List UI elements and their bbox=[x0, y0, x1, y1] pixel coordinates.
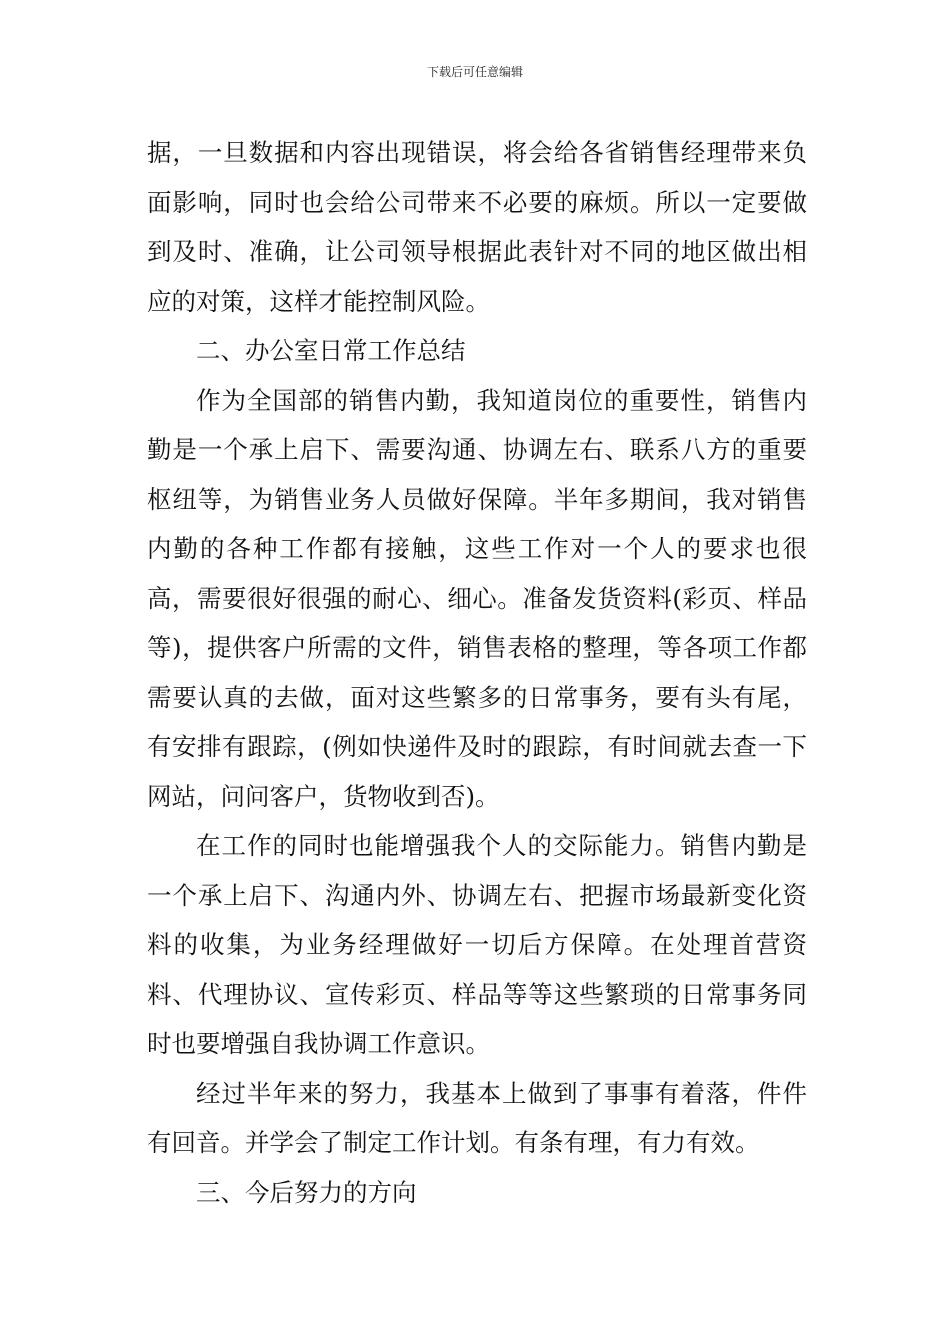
page-header: 下载后可任意编辑 bbox=[426, 65, 523, 79]
section-heading-future-direction: 三、今后努力的方向 bbox=[196, 1177, 417, 1207]
document-body bbox=[147, 128, 807, 1217]
paragraph-communication-skills: 在工作的同时也能增强我个人的交际能力。销售内勤是一个承上启下、沟通内外、协调左右、把握市场最新变化资料的收集，为业务经理做好一切后方保障。在处理首营资料、代理协议、宣传彩页、样品等等这些繁琐的日常事务同时也要增强自我协调工作意识。 bbox=[147, 831, 807, 1058]
paragraph-half-year-effort: 经过半年来的努力，我基本上做到了事事有着落，件件有回音。并学会了制定工作计划。有条有理，有力有效。 bbox=[147, 1078, 807, 1157]
section-heading-office-work: 二、办公室日常工作总结 bbox=[196, 336, 466, 365]
paragraph-continuation: 据，一旦数据和内容出现错误，将会给各省销售经理带来负面影响，同时也会给公司带来不必要的麻烦。所以一定要做到及时、准确，让公司领导根据此表针对不同的地区做出相应的对策，这样才能控制风险。 bbox=[147, 138, 807, 316]
paragraph-sales-assistant-role: 作为全国部的销售内勤，我知道岗位的重要性，销售内勤是一个承上启下、需要沟通、协调左右、联系八方的重要枢纽等，为销售业务人员做好保障。半年多期间，我对销售内勤的各种工作都有接触，这些工作对一个人的要求也很高，需要很好很强的耐心、细心。准备发货资料(彩页、样品等)，提供客户所需的文件，销售表格的整理，等各项工作都需要认真的去做，面对这些繁多的日常事务，要有头有尾，有安排有跟踪，(例如快递件及时的跟踪，有时间就去查一下网站，问问客户，货物收到否)。 bbox=[147, 385, 807, 811]
